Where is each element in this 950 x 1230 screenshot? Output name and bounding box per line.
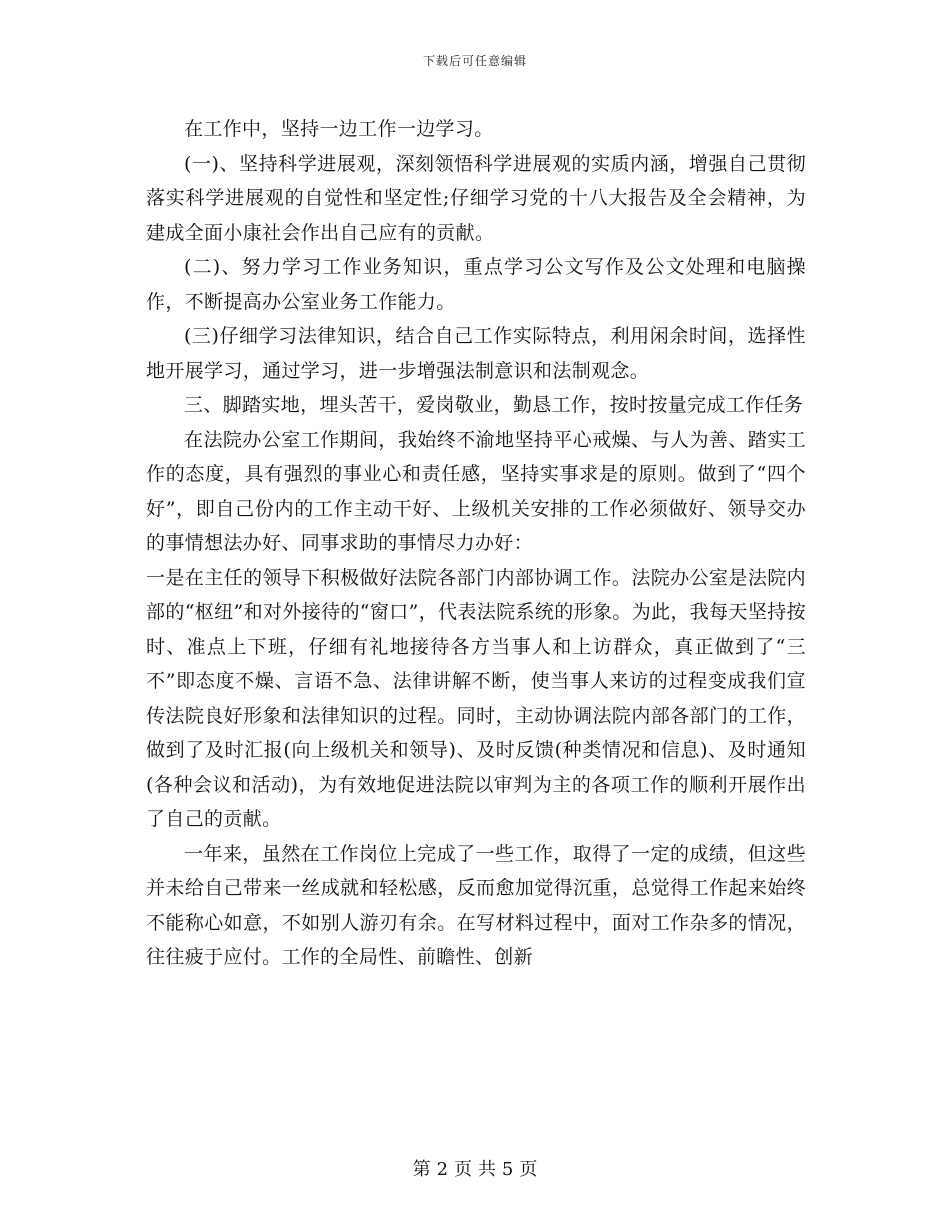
paragraph-7: 一年来，虽然在工作岗位上完成了一些工作，取得了一定的成绩，但这些并未给自己带来一丝成就和轻松感，反而愈加觉得沉重，总觉得工作起来始终不能称心如意，不如别人游刃有余。在写材料过程中，面对工作杂多的情况，往往疲于应付。工作的全局性、前瞻性、创新: [146, 842, 806, 968]
page-header: 下载后可任意编辑: [422, 54, 527, 68]
paragraph-4: (三)仔细学习法律知识，结合自己工作实际特点，利用闲余时间，选择性地开展学习，通过学习，进一步增强法制意识和法制观念。: [146, 325, 806, 382]
footer-suffix: 页: [519, 1159, 538, 1180]
paragraph-1: 在工作中，坚持一边工作一边学习。: [184, 118, 494, 140]
paragraph-5: 在法院办公室工作期间，我始终不渝地坚持平心戒燥、与人为善、踏实工作的态度，具有强烈的事业心和责任感，坚持实事求是的原则。做到了“四个好”，即自己份内的工作主动干好、上级机关安排的工作必须做好、领导交办的事情想法办好、同事求助的事情尽力办好：: [146, 428, 806, 554]
footer-middle: 页 共: [454, 1159, 496, 1180]
paragraph-3: (二)、努力学习工作业务知识，重点学习公文写作及公文处理和电脑操作，不断提高办公室业务工作能力。: [146, 256, 806, 313]
footer-page-number: 2: [436, 1159, 449, 1180]
footer-total-pages: 5: [501, 1159, 514, 1180]
document-body: [146, 112, 806, 975]
paragraph-6: 一是在主任的领导下积极做好法院各部门内部协调工作。法院办公室是法院内部的“枢纽”和对外接待的“窗口”，代表法院系统的形象。为此，我每天坚持按时、准点上下班，仔细有礼地接待各方当事人和上访群众，真正做到了“三不”即态度不燥、言语不急、法律讲解不断，使当事人来访的过程变成我们宣传法院良好形象和法律知识的过程。同时，主动协调法院内部各部门的工作，做到了及时汇报(向上级机关和领导)、及时反馈(种类情况和信息)、及时通知(各种会议和活动)，为有效地促进法院以审判为主的各项工作的顺利开展作出了自己的贡献。: [146, 566, 806, 830]
paragraph-2: (一)、坚持科学进展观，深刻领悟科学进展观的实质内涵，增强自己贯彻落实科学进展观的自觉性和坚定性;仔细学习党的十八大报告及全会精神，为建成全面小康社会作出自己应有的贡献。: [146, 152, 806, 244]
footer-prefix: 第: [412, 1159, 431, 1180]
page-footer: [0, 1155, 950, 1181]
section-heading-3: 三、脚踏实地，埋头苦干，爱岗敬业，勤恳工作，按时按量完成工作任务: [184, 394, 804, 416]
